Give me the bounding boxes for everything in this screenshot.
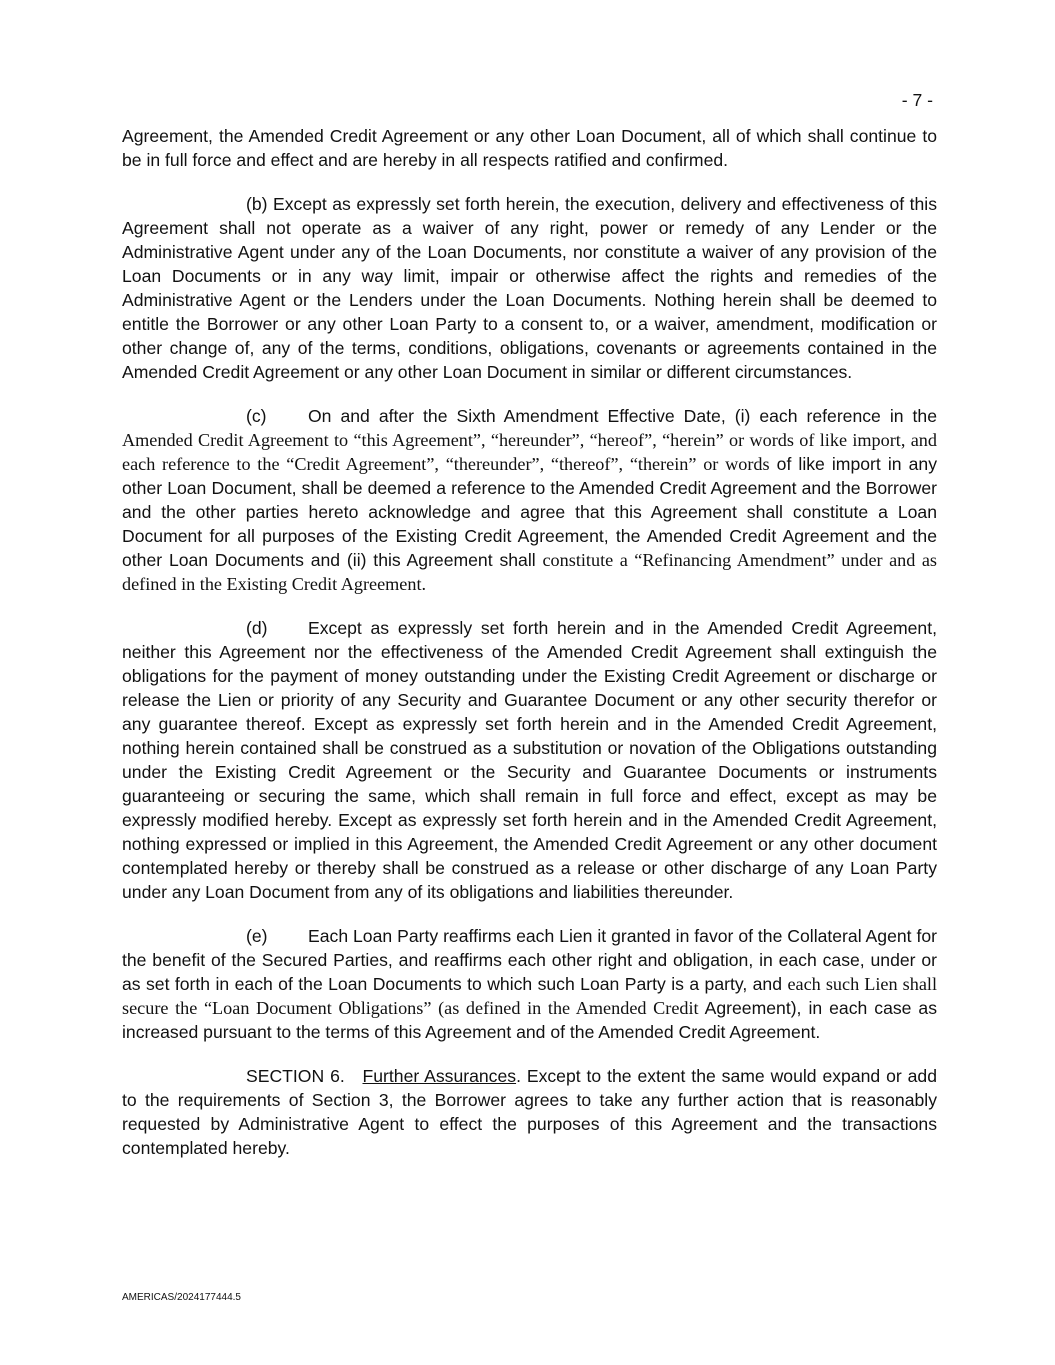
section-6-label: SECTION 6.: [246, 1066, 345, 1086]
paragraph-c-text-2: Amended Credit Agreement to “this Agreement”, “hereunder”, “hereof”, “herein” or words of like import, and each reference to the “Credit Agreement”, “thereunder”, “thereof”, “therein” or words: [122, 430, 937, 474]
section-6: [122, 1064, 937, 1160]
paragraph-e-text-1: Each Loan Party reaffirms each Lien it granted in favor of the Collateral Agent for the benefit of the Secured Parties, and reaffirms each other right and obligation, in each case, under or as set forth in each of the Loan Documents to which such Loan Party is a party, and: [122, 926, 937, 994]
paragraph-c-text-4: constitute a “Refinancing Amendment” under and as defined in the Existing Credit Agreement.: [122, 550, 938, 594]
paragraph-e-text-3: Agreement), in each case as increased pursuant to the terms of this Agreement and of the Amended Credit Agreement.: [122, 998, 938, 1042]
paragraph-c: [122, 404, 937, 596]
page-number: - 7 -: [901, 90, 933, 110]
paragraph-d-text: Except as expressly set forth herein and in the Amended Credit Agreement, neither this Agreement nor the effectiveness of the Amended Credit Agreement shall extinguish the obligations for the payment of money outstanding under the Existing Credit Agreement or discharge or release the Lien or priority of any Security and Guarantee Document or any other security therefor or any guarantee thereof. Except as expressly set forth herein and in the Amended Credit Agreement, nothing herein contained shall be construed as a substitution or novation of the Obligations outstanding under the Existing Credit Agreement or the Security and Guarantee Documents or instruments guaranteeing or securing the same, which shall remain in full force and effect, except as may be expressly modified hereby. Except as expressly set forth herein and in the Amended Credit Agreement, nothing expressed or implied in this Agreement, the Amended Credit Agreement or any other document contemplated hereby or thereby shall be construed as a release or other discharge of any Loan Party under any Loan Document from any of its obligations and liabilities thereunder.: [122, 618, 937, 902]
paragraph-e-label: (e): [246, 926, 268, 946]
paragraph-c-text-1: On and after the Sixth Amendment Effective Date, (i) each reference in the: [308, 406, 937, 426]
paragraph-continuation: Agreement, the Amended Credit Agreement or any other Loan Document, all of which shall continue to be in full force and effect and are hereby in all respects ratified and confirmed.: [122, 126, 937, 170]
section-6-text: . Except to the extent the same would expand or add to the requirements of Section 3, the Borrower agrees to take any further action that is reasonably requested by Administrative Agent to effect the purposes of this Agreement and the transactions contemplated hereby.: [122, 1066, 937, 1158]
document-id-footer: AMERICAS/2024177444.5: [122, 1292, 241, 1303]
paragraph-d-label: (d): [246, 618, 268, 638]
paragraph-c-text-3: of like import in any other Loan Document, shall be deemed a reference to the Amended Credit Agreement and the Borrower and the other parties hereto acknowledge and agree that this Agreement shall constitute a Loan Document for all purposes of the Existing Credit Agreement, the Amended Credit Agreement and the other Loan Documents and (ii) this Agreement shall: [122, 454, 938, 570]
document-body: [122, 124, 937, 1180]
paragraph-c-label: (c): [246, 406, 267, 426]
paragraph-d: [122, 616, 937, 904]
section-6-heading: Further Assurances: [362, 1066, 517, 1086]
paragraph-e-text-2: each such Lien shall secure the “Loan Document Obligations” (as defined in the Amended Credit: [122, 974, 937, 1018]
paragraph-e: [122, 924, 937, 1044]
paragraph-b: (b) Except as expressly set forth herein, the execution, delivery and effectiveness of this Agreement shall not operate as a waiver of any right, power or remedy of any Lender or the Administrative Agent under any of the Loan Documents, nor constitute a waiver of any provision of the Loan Documents or in any way limit, impair or otherwise affect the rights and remedies of the Administrative Agent or the Lenders under the Loan Documents. Nothing herein shall be deemed to entitle the Borrower or any other Loan Party to a consent to, or a waiver, amendment, modification or other change of, any of the terms, conditions, obligations, covenants or agreements contained in the Amended Credit Agreement or any other Loan Document in similar or different circumstances.: [122, 194, 937, 382]
